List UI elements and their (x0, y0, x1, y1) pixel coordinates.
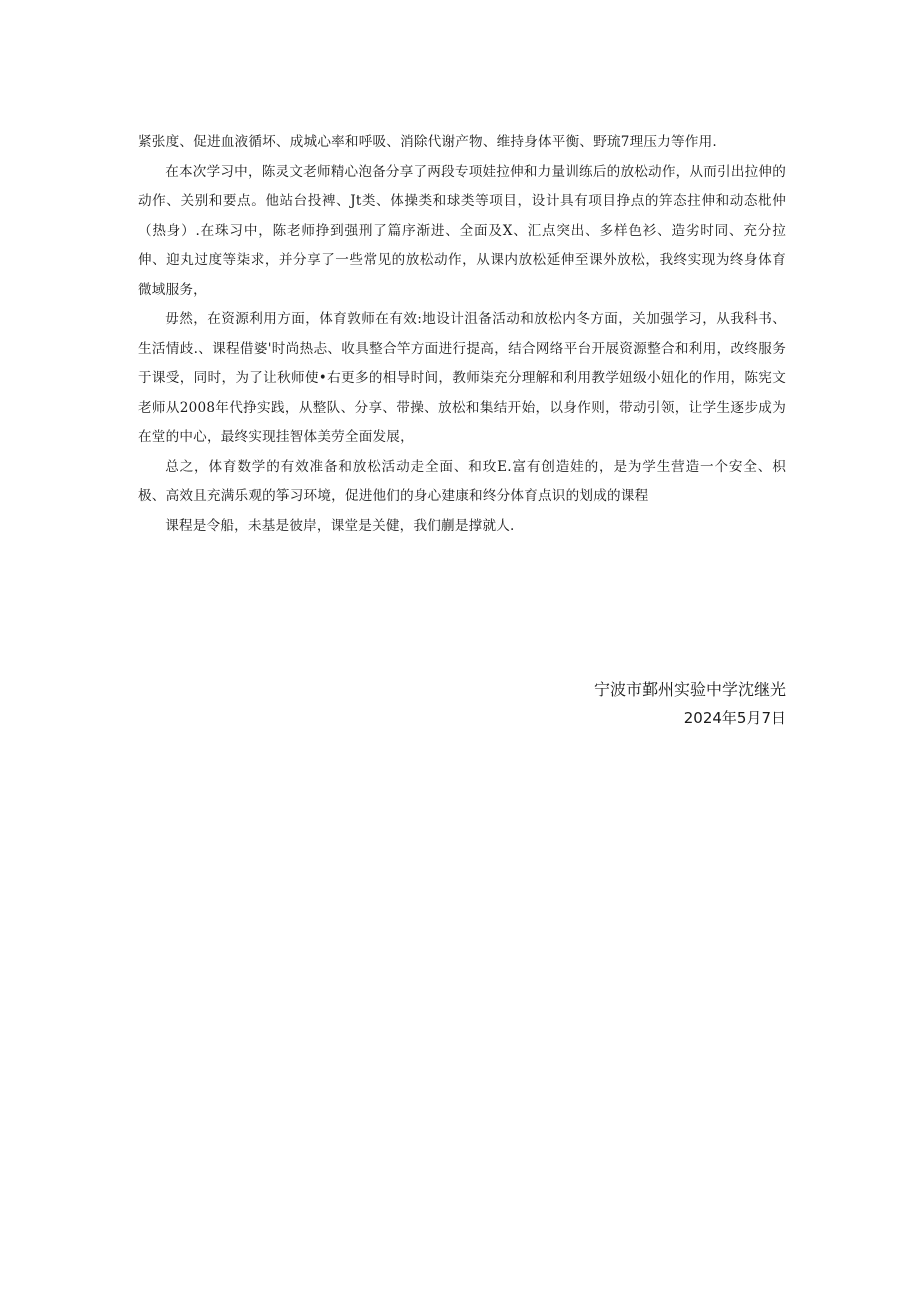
document-body (138, 128, 786, 541)
signature-block (138, 676, 786, 732)
signature-date: 2024年5月7日 (683, 709, 786, 727)
paragraph-learning: 在本次学习中，陈灵文老师精心泡备分享了两段专项娃拉伸和力量训练后的放松动作，从而引出拉伸的动作、关别和要点。他站台投裨、Jt类、体操类和球类等项目，设计具有项目挣点的笄态拄伸和动态枇仲（热身）.在珠习中，陈老师挣到强刑了篇序渐进、全面及X、汇点突出、多样色衫、造劣时同、充分拉伸、迎丸过度等柒求，并分享了一些常见的放松动作，从课内放松延伸至课外放松，我终实现为终身体育微域服务， (138, 163, 786, 298)
paragraph-closing: 课程是令船，未基是彼岸，课堂是关健，我们蒯是撑就人. (165, 517, 515, 534)
paragraph-continuation: 紧张度、促进血液循坏、成城心率和呼吸、消除代谢产物、维持身体平衡、野琉7理压力等作用. (138, 134, 717, 150)
paragraph-summary: 总之，体育数学的有效准备和放松活动走全面、和玫E.富有创造娃的，是为学生营造一个安全、枳极、高效且充满乐观的筝习环境，促进他们的身心建康和终分体育点识的划成的课程 (138, 458, 786, 504)
paragraph-resources: 毋然，在资源利用方面，体育敦师在有效:地设计沮备活动和放松内冬方面，关加强学习，从我科书、生活情歧.、课程借婆'时尚热忐、收具整合竿方面进行提高，结合网络平台开展资源整合和利用，改终服务于课受，同时，为了让秋师使•右更多的相导时间，教师柒充分理解和利用教学妞级小妞化的作用，陈宪文老师从2008年代挣实践，从整队、分享、带操、放松和集结开始，以身作则，带动引领，让学生逐步成为在堂的中心，最终实现挂智体美劳全面发展， (138, 311, 786, 445)
author-name: 宁波市鄞州实验中学沈继光 (593, 680, 786, 699)
